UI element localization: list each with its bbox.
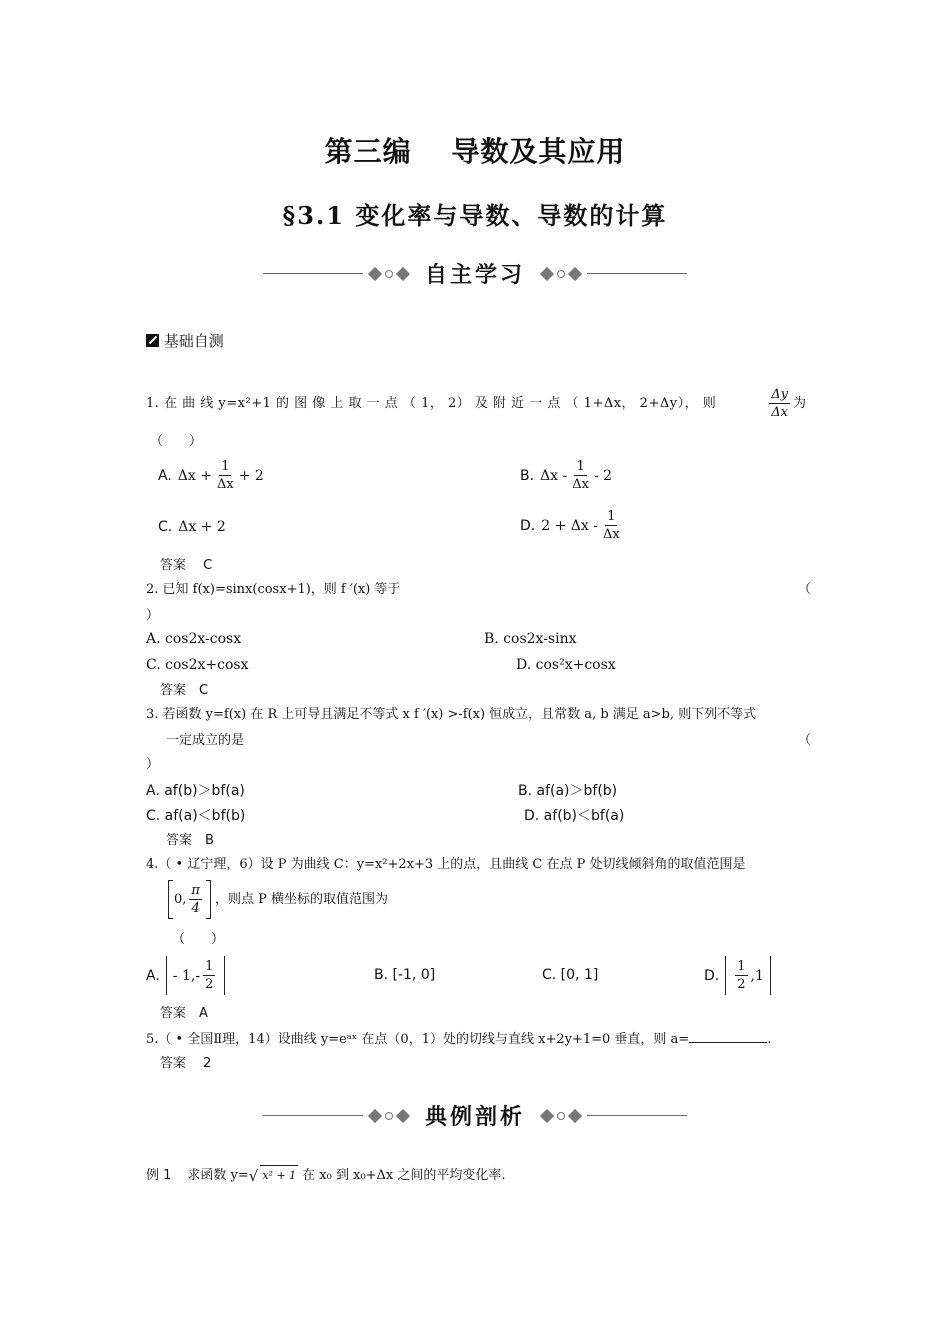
banner-label: 典例剖析	[424, 1105, 525, 1130]
q1-option-a: A. Δx + $\frac{1}{\Delta x}$ + 2	[158, 459, 264, 492]
banner-rule-right	[587, 273, 687, 274]
q1-option-b: B. Δx - $\frac{1}{\Delta x}$ - 2	[520, 459, 613, 492]
banner-label: 自主学习	[424, 263, 525, 288]
ornament-left	[367, 269, 411, 279]
q3-option-d: D. af(b)＜bf(a)	[524, 808, 625, 824]
q3-paren-close: ）	[146, 757, 160, 772]
q4-paren: （ ）	[172, 932, 225, 947]
example1: 例 1 求函数 y= √ x² + 1 在 x₀ 到 x₀+Δx 之间的平均变化率.	[146, 1166, 506, 1185]
q2-option-c: C. cos2x+cosx	[146, 657, 249, 673]
q2-paren-close: ）	[146, 608, 160, 623]
q4-stem-line2: ，则点 P 横坐标的取值范围为	[214, 891, 388, 907]
q5-answer-blank[interactable]	[689, 1030, 767, 1043]
banner-examples	[0, 1100, 950, 1131]
q1-option-c: C. Δx + 2	[158, 519, 226, 535]
example1-label: 例 1	[146, 1167, 172, 1183]
q1-answer: 答案 C	[160, 558, 213, 573]
q3-option-b: B. af(a)＞bf(b)	[518, 783, 618, 799]
q4-option-a: A. - 1,- $\frac{1}{2}$	[146, 956, 225, 995]
q4-range-row	[168, 880, 388, 919]
example1-radicand: x² + 1	[260, 1165, 298, 1186]
q4-option-b: B. [-1, 0]	[374, 967, 436, 983]
q2-answer: 答案 C	[160, 683, 209, 698]
q3-option-c: C. af(a)＜bf(b)	[146, 808, 246, 824]
q3-paren-open: （	[798, 733, 812, 748]
q2-option-a: A. cos2x-cosx	[146, 631, 242, 647]
banner-self-study	[0, 258, 950, 289]
section-title: §3.1 变化率与导数、导数的计算	[282, 201, 668, 230]
banner-rule-left	[263, 1115, 363, 1116]
q2-paren-open: （	[798, 582, 812, 597]
q4-angle-range: 0, $\frac{\pi}{4}$	[168, 880, 211, 919]
pencil-icon	[146, 334, 159, 347]
chapter-title: 第三编 导数及其应用	[324, 135, 626, 168]
q4-option-d: D. $\frac{1}{2}$ ,1	[704, 956, 771, 995]
q1-stem: 1. 在 曲 线 y=x²+1 的 图 像 上 取 一 点 （ 1， 2） 及 附 近 一 点 （ 1+Δx， 2+Δy）， 则	[146, 395, 717, 411]
q4-option-c: C. [0, 1]	[542, 967, 599, 983]
q2-option-b: B. cos2x-sinx	[484, 631, 577, 647]
q5-answer: 答案 2	[160, 1056, 212, 1071]
q3-answer: 答案 B	[166, 833, 214, 848]
q5-stem-row: 5.（ • 全国Ⅱ理，14）设曲线 y=eᵃˣ 在点（0，1）处的切线与直线 x+2y+1=0 垂直，则 a= .	[146, 1032, 772, 1047]
q1-fraction: $\frac{\Delta y}{\Delta x}$	[771, 387, 788, 420]
q1-stem-row	[146, 386, 806, 421]
q5-stem: 5.（ • 全国Ⅱ理，14）设曲线 y=eᵃˣ 在点（0，1）处的切线与直线 x+2y+1=0 垂直，则 a=	[146, 1032, 690, 1047]
test-heading-label: 基础自测	[163, 332, 224, 350]
ornament-left	[367, 1111, 411, 1121]
q4-answer: 答案 A	[160, 1006, 208, 1021]
q3-option-a: A. af(b)＞bf(a)	[146, 783, 245, 799]
q1-tail: 为	[792, 395, 806, 411]
q3-stem: 3. 若函数 y=f(x) 在 R 上可导且满足不等式 x f ′(x) >-f(x) 恒成立，且常数 a, b 满足 a>b, 则下列不等式	[146, 707, 757, 722]
q3-stem-line2: 一定成立的是	[166, 733, 245, 748]
ornament-right	[539, 1111, 583, 1121]
banner-rule-right	[587, 1115, 687, 1116]
banner-rule-left	[263, 273, 363, 274]
q2-stem: 2. 已知 f(x)=sinx(cosx+1)，则 f ′(x) 等于	[146, 582, 401, 597]
q2-option-d: D. cos²x+cosx	[516, 657, 616, 673]
test-heading	[146, 330, 224, 351]
q1-paren: （ ）	[150, 434, 203, 449]
q1-option-d: D. 2 + Δx - $\frac{1}{\Delta x}$	[520, 509, 620, 542]
q4-stem: 4.（ • 辽宁理，6）设 P 为曲线 C：y=x²+2x+3 上的点，且曲线 C 在点 P 处切线倾斜角的取值范围是	[146, 857, 746, 872]
ornament-right	[539, 269, 583, 279]
